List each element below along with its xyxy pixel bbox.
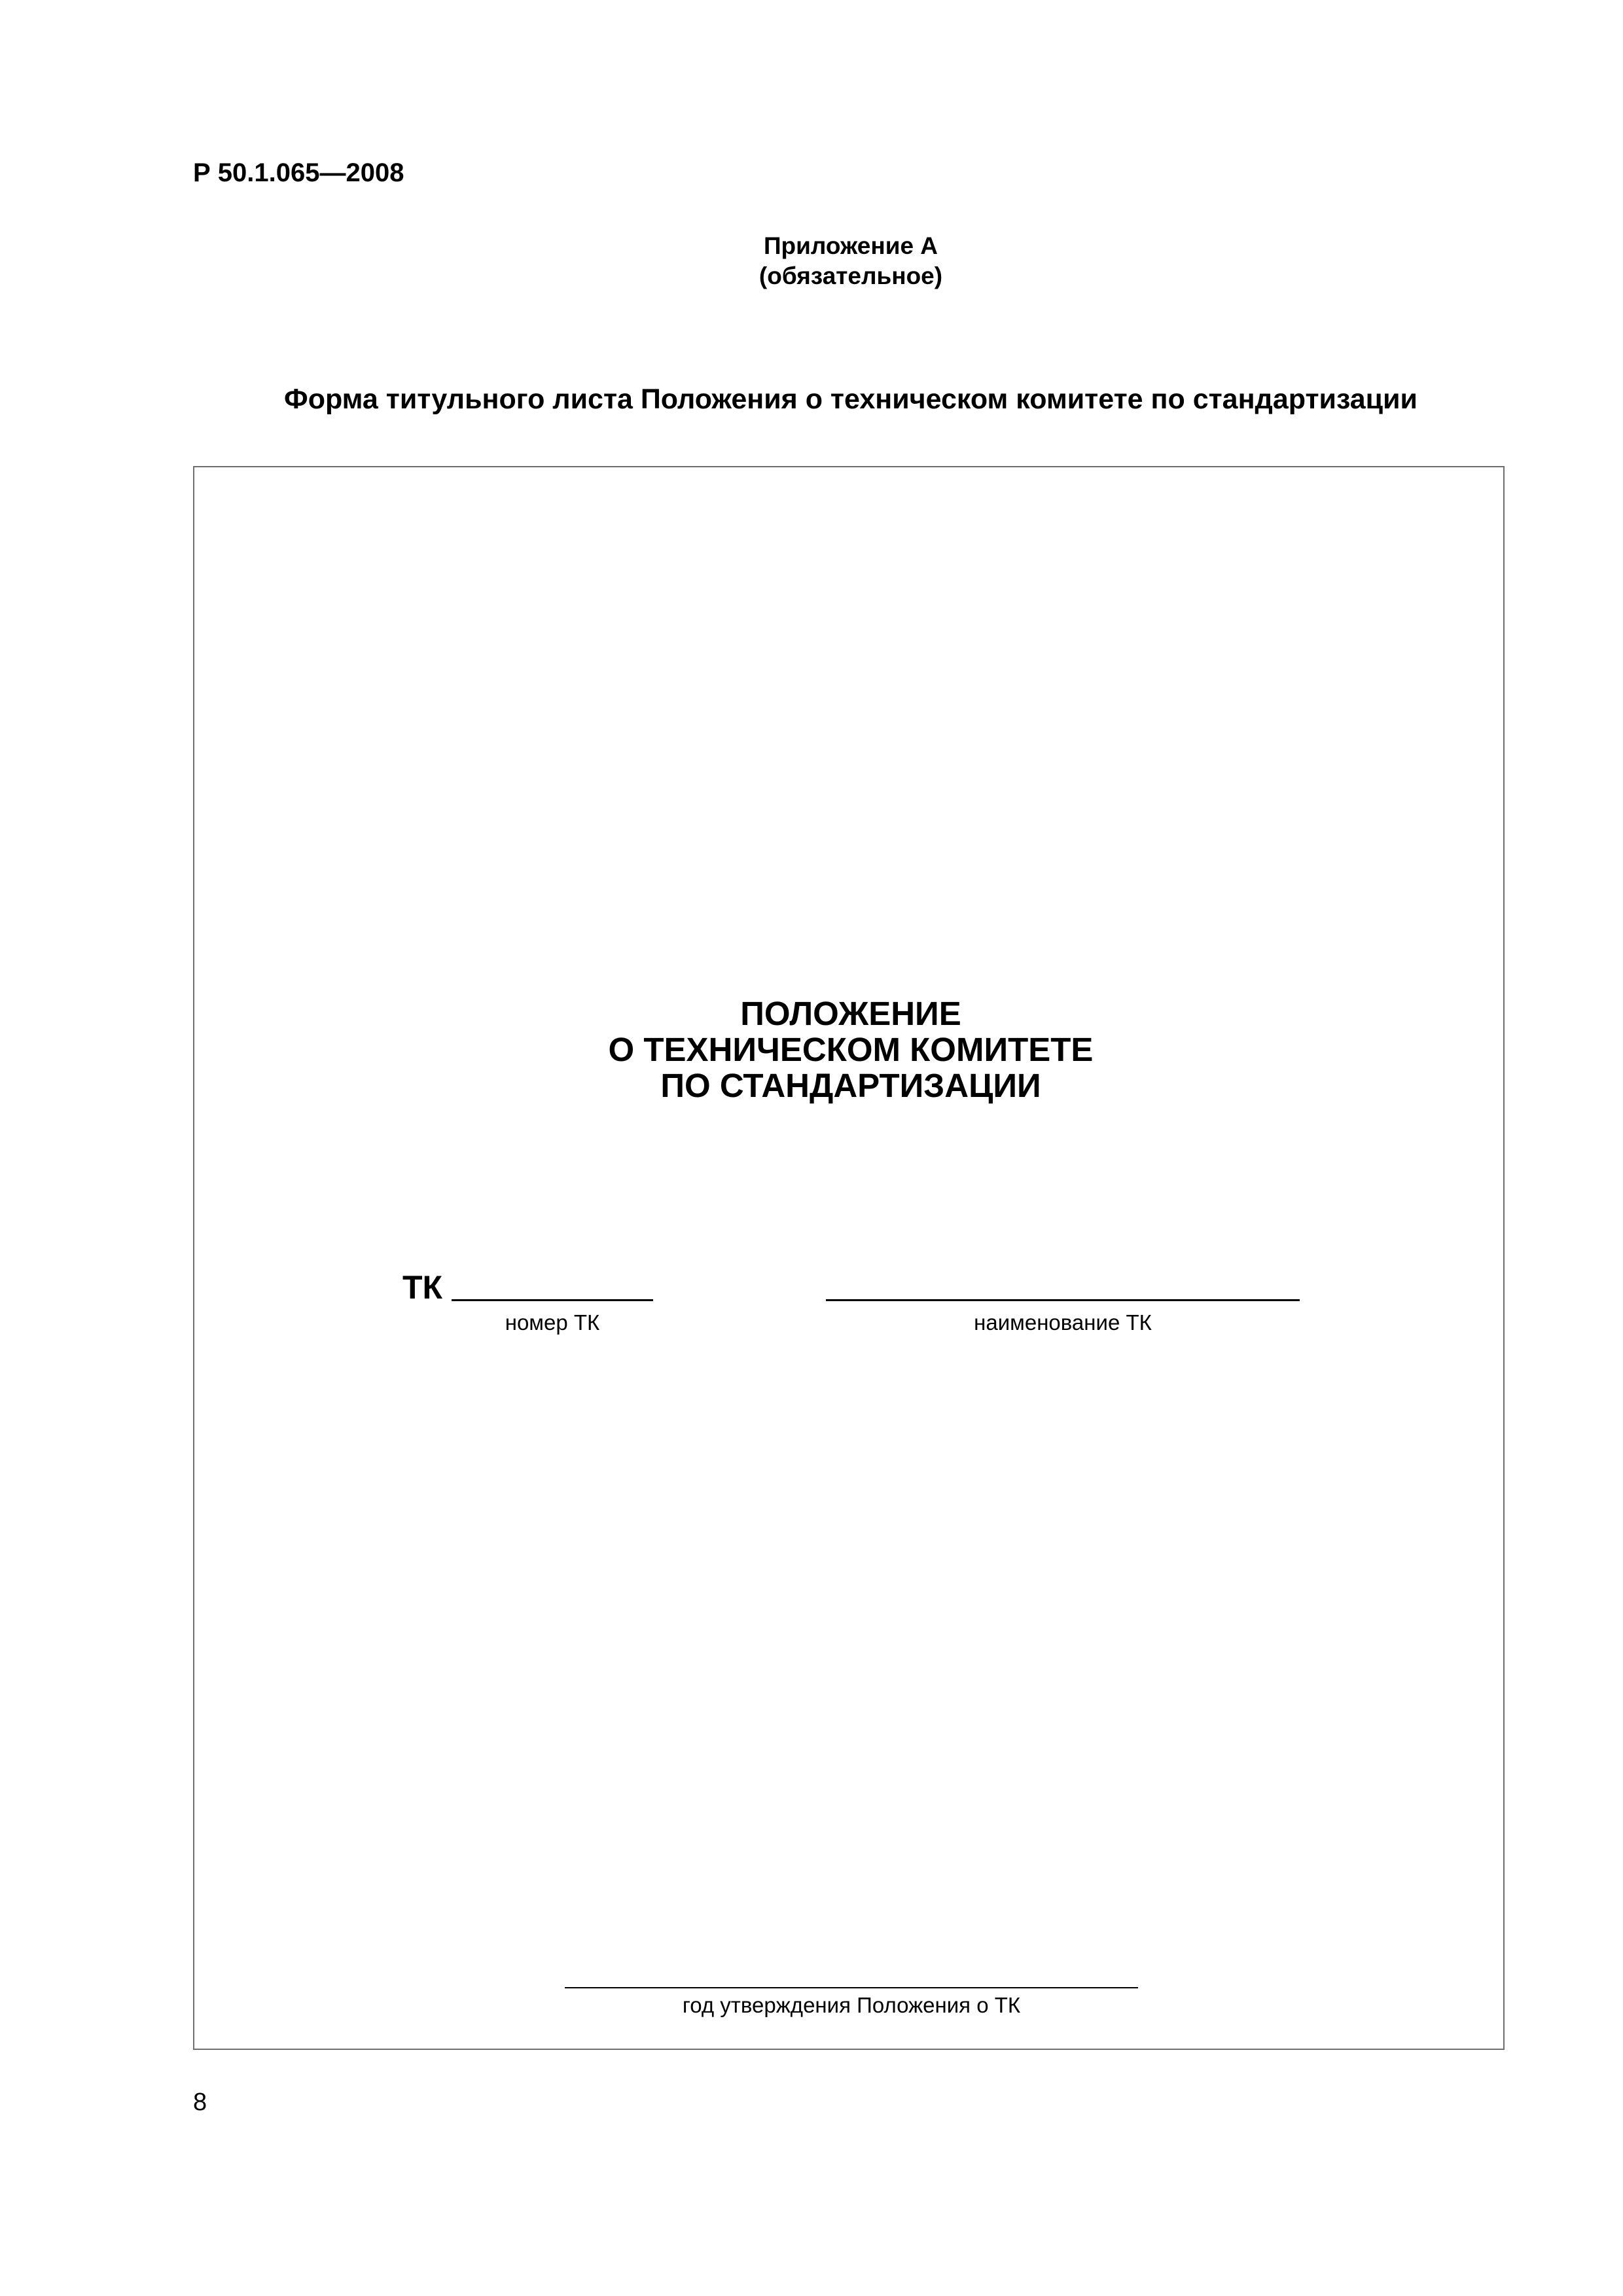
main-title-line-1: ПОЛОЖЕНИЕ xyxy=(740,995,961,1032)
main-title-line-3: ПО СТАНДАРТИЗАЦИИ xyxy=(660,1067,1041,1104)
tk-label: ТК xyxy=(402,1269,443,1306)
approval-year-caption: год утверждения Положения о ТК xyxy=(682,1993,1021,2017)
title-page-frame xyxy=(193,466,1505,2050)
tk-name-caption: наименование ТК xyxy=(974,1310,1152,1335)
main-title-line-2: О ТЕХНИЧЕСКОМ КОМИТЕТЕ xyxy=(608,1031,1094,1068)
appendix-title: Приложение А xyxy=(763,232,938,259)
document-code: Р 50.1.065—2008 xyxy=(193,158,404,187)
approval-year-blank xyxy=(565,1987,1138,1988)
tk-number-blank xyxy=(452,1299,653,1301)
tk-name-blank xyxy=(826,1299,1300,1301)
tk-number-caption: номер ТК xyxy=(505,1310,600,1335)
form-heading: Форма титульного листа Положения о техническом комитете по стандартизации xyxy=(284,384,1418,415)
page-number: 8 xyxy=(193,2089,207,2116)
appendix-kind: (обязательное) xyxy=(758,262,943,289)
